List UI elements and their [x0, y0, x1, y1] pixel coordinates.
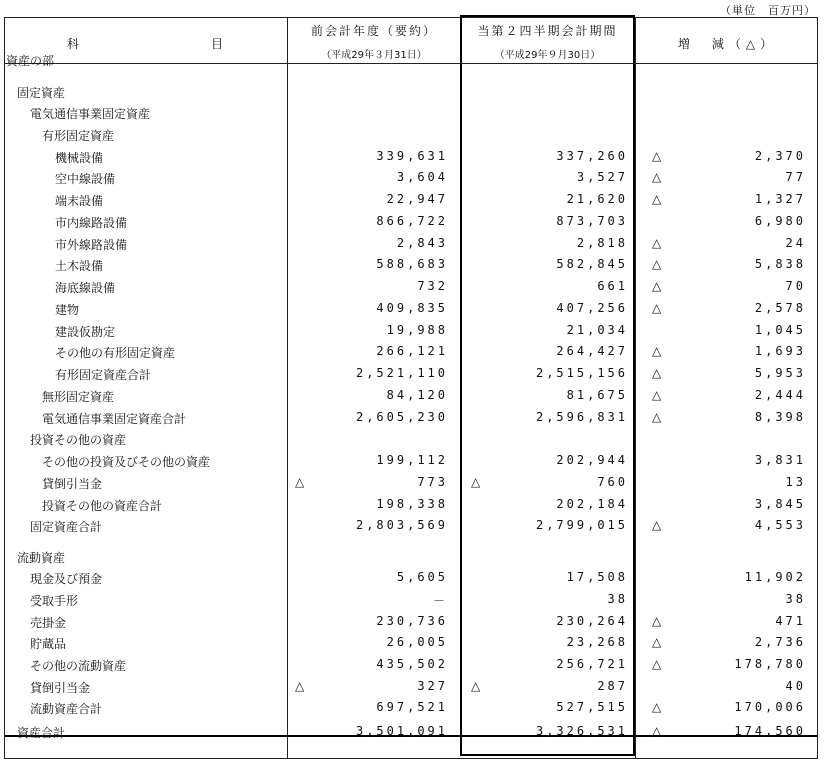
- current-period-value: 760: [597, 475, 628, 489]
- previous-year-value: 2,843: [396, 236, 448, 250]
- row-label: 市外線路設備: [55, 238, 128, 252]
- row-label: 貸倒引当金: [42, 477, 103, 491]
- negative-marker: △: [652, 366, 662, 380]
- negative-marker: △: [652, 635, 662, 649]
- previous-year-value: 732: [417, 279, 448, 293]
- current-period-value: 2,515,156: [535, 366, 628, 380]
- row-label: 現金及び預金: [30, 572, 103, 586]
- row-label: 流動資産合計: [30, 702, 103, 716]
- negative-marker: △: [652, 518, 662, 532]
- table-row: [5, 611, 817, 631]
- header-current-title: 当第２四半期会計期間: [477, 24, 618, 38]
- current-period-value: 230,264: [556, 614, 628, 628]
- current-period-value: 3,527: [576, 170, 628, 184]
- row-label: 端末設備: [55, 194, 104, 208]
- difference-value: 2,370: [754, 149, 806, 163]
- current-period-value: 337,260: [556, 149, 628, 163]
- row-label: 機械設備: [55, 151, 104, 165]
- negative-marker: △: [652, 724, 662, 738]
- table-row: [5, 254, 817, 274]
- table-row: [5, 589, 817, 609]
- row-label: 建設仮勘定: [55, 325, 116, 339]
- row-label: 市内線路設備: [55, 216, 128, 230]
- table-row: [5, 385, 817, 405]
- negative-marker: △: [652, 170, 662, 184]
- negative-marker: △: [652, 301, 662, 315]
- negative-marker: △: [652, 388, 662, 402]
- previous-year-value: 327: [417, 679, 448, 693]
- row-label: 流動資産: [17, 551, 66, 565]
- table-row: [5, 654, 817, 674]
- difference-value: 13: [785, 475, 806, 489]
- header-subject-b: 目: [211, 37, 224, 51]
- row-label: 電気通信事業固定資産: [30, 107, 151, 121]
- negative-marker: △: [652, 410, 662, 424]
- negative-marker: △: [652, 257, 662, 271]
- previous-year-value: 19,988: [386, 323, 448, 337]
- current-period-value: 2,799,015: [535, 518, 628, 532]
- current-period-value: 264,427: [556, 344, 628, 358]
- previous-year-value: 3,604: [396, 170, 448, 184]
- row-label: 資産合計: [17, 726, 66, 740]
- difference-value: 70: [785, 279, 806, 293]
- table-row: [5, 546, 817, 566]
- difference-value: 1,693: [754, 344, 806, 358]
- difference-value: 6,980: [754, 214, 806, 228]
- current-period-value: 287: [597, 679, 628, 693]
- difference-value: 2,736: [754, 635, 806, 649]
- row-label: 電気通信事業固定資産合計: [42, 412, 187, 426]
- row-label: 土木設備: [55, 259, 104, 273]
- table-row: [5, 363, 817, 383]
- difference-value: 1,327: [754, 192, 806, 206]
- difference-value: 2,578: [754, 301, 806, 315]
- previous-year-value: 2,521,110: [355, 366, 448, 380]
- table-row: [5, 494, 817, 514]
- difference-value: 77: [785, 170, 806, 184]
- row-label: 海底線設備: [55, 281, 116, 295]
- current-period-value: 38: [607, 592, 628, 606]
- current-period-value: 3,326,531: [535, 724, 628, 738]
- table-row: [5, 341, 817, 361]
- previous-year-value: 266,121: [376, 344, 448, 358]
- row-label: 貸倒引当金: [30, 681, 91, 695]
- previous-year-value: 198,338: [376, 497, 448, 511]
- previous-year-value: 199,112: [376, 453, 448, 467]
- current-period-value: 256,721: [556, 657, 628, 671]
- previous-year-value: 866,722: [376, 214, 448, 228]
- negative-marker: △: [652, 192, 662, 206]
- negative-marker: △: [652, 700, 662, 714]
- difference-value: 4,553: [754, 518, 806, 532]
- negative-marker: △: [652, 657, 662, 671]
- previous-year-value: 409,835: [376, 301, 448, 315]
- negative-marker: △: [652, 279, 662, 293]
- row-label: 貯蔵品: [30, 637, 67, 651]
- header-current-date: （平成29年９月30日）: [494, 50, 601, 61]
- table-row: [5, 298, 817, 318]
- difference-value: 170,006: [734, 700, 806, 714]
- row-label: その他の投資及びその他の資産: [42, 455, 211, 469]
- current-period-value: 2,596,831: [535, 410, 628, 424]
- current-period-value: 21,034: [566, 323, 628, 337]
- table-row: [5, 428, 817, 448]
- table-row: [5, 721, 817, 741]
- row-label: 空中線設備: [55, 172, 116, 186]
- previous-year-value: 22,947: [386, 192, 448, 206]
- negative-marker: △: [652, 344, 662, 358]
- header-difference-title: 増 減（△）: [677, 37, 778, 51]
- difference-value: 178,780: [734, 657, 806, 671]
- current-period-value: 873,703: [556, 214, 628, 228]
- previous-year-value: 2,605,230: [355, 410, 448, 424]
- previous-year-value: 84,120: [386, 388, 448, 402]
- difference-value: 471: [775, 614, 806, 628]
- difference-value: 11,902: [744, 570, 806, 584]
- row-label: 投資その他の資産合計: [42, 499, 163, 513]
- previous-year-value: 230,736: [376, 614, 448, 628]
- table-row: [5, 49, 817, 69]
- table-row: [5, 167, 817, 187]
- row-label: 固定資産合計: [30, 520, 103, 534]
- row-label: 有形固定資産: [42, 129, 115, 143]
- difference-value: 2,444: [754, 388, 806, 402]
- current-period-value: 81,675: [566, 388, 628, 402]
- difference-value: 5,838: [754, 257, 806, 271]
- current-period-value: 17,508: [566, 570, 628, 584]
- table-row: [5, 676, 817, 696]
- current-period-value: 527,515: [556, 700, 628, 714]
- negative-marker: △: [652, 614, 662, 628]
- table-row: [5, 697, 817, 717]
- row-label: 建物: [55, 303, 80, 317]
- previous-year-value: 697,521: [376, 700, 448, 714]
- table-row: [5, 450, 817, 470]
- table-row: [5, 102, 817, 122]
- difference-value: 24: [785, 236, 806, 250]
- table-row: [5, 189, 817, 209]
- previous-year-value: 3,501,091: [355, 724, 448, 738]
- table-row: [5, 567, 817, 587]
- table-row: [5, 233, 817, 253]
- row-label: 投資その他の資産: [30, 433, 127, 447]
- current-period-value: 202,184: [556, 497, 628, 511]
- table-row: [5, 407, 817, 427]
- previous-year-value: 2,803,569: [355, 518, 448, 532]
- unit-note: （単位 百万円）: [720, 4, 816, 17]
- previous-year-value: 588,683: [376, 257, 448, 271]
- previous-year-value: －: [432, 594, 448, 608]
- negative-marker: △: [295, 679, 305, 693]
- table-row: [5, 472, 817, 492]
- current-period-value: 407,256: [556, 301, 628, 315]
- difference-value: 3,831: [754, 453, 806, 467]
- negative-marker: △: [652, 149, 662, 163]
- difference-value: 8,398: [754, 410, 806, 424]
- balance-sheet-table: [4, 17, 818, 759]
- previous-year-value: 339,631: [376, 149, 448, 163]
- row-label: 有形固定資産合計: [55, 368, 152, 382]
- table-row: [5, 146, 817, 166]
- current-period-value: 23,268: [566, 635, 628, 649]
- difference-value: 5,953: [754, 366, 806, 380]
- current-period-value: 21,620: [566, 192, 628, 206]
- row-label: 無形固定資産: [42, 390, 115, 404]
- difference-value: 174,560: [734, 724, 806, 738]
- current-period-value: 582,845: [556, 257, 628, 271]
- previous-year-value: 26,005: [386, 635, 448, 649]
- previous-year-value: 773: [417, 475, 448, 489]
- table-row: [5, 81, 817, 101]
- row-label: 売掛金: [30, 616, 67, 630]
- table-row: [5, 124, 817, 144]
- negative-marker: △: [471, 679, 481, 693]
- row-label: 受取手形: [30, 594, 79, 608]
- current-period-value: 2,818: [576, 236, 628, 250]
- previous-year-value: 435,502: [376, 657, 448, 671]
- row-label: その他の有形固定資産: [55, 346, 176, 360]
- negative-marker: △: [295, 475, 305, 489]
- table-row: [5, 276, 817, 296]
- header-previous-date: （平成29年３月31日）: [321, 50, 427, 61]
- current-period-value: 661: [597, 279, 628, 293]
- negative-marker: △: [652, 236, 662, 250]
- row-label: その他の流動資産: [30, 659, 127, 673]
- difference-value: 3,845: [754, 497, 806, 511]
- current-period-value: 202,944: [556, 453, 628, 467]
- negative-marker: △: [471, 475, 481, 489]
- header-previous-title: 前会計年度（要約）: [310, 24, 437, 38]
- header-subject-a: 科: [67, 37, 80, 51]
- table-row: [5, 320, 817, 340]
- difference-value: 38: [785, 592, 806, 606]
- row-label: 資産の部: [6, 54, 55, 68]
- table-row: [5, 515, 817, 535]
- difference-value: 1,045: [754, 323, 806, 337]
- row-label: 固定資産: [17, 86, 66, 100]
- table-row: [5, 211, 817, 231]
- difference-value: 40: [785, 679, 806, 693]
- table-row: [5, 632, 817, 652]
- previous-year-value: 5,605: [396, 570, 448, 584]
